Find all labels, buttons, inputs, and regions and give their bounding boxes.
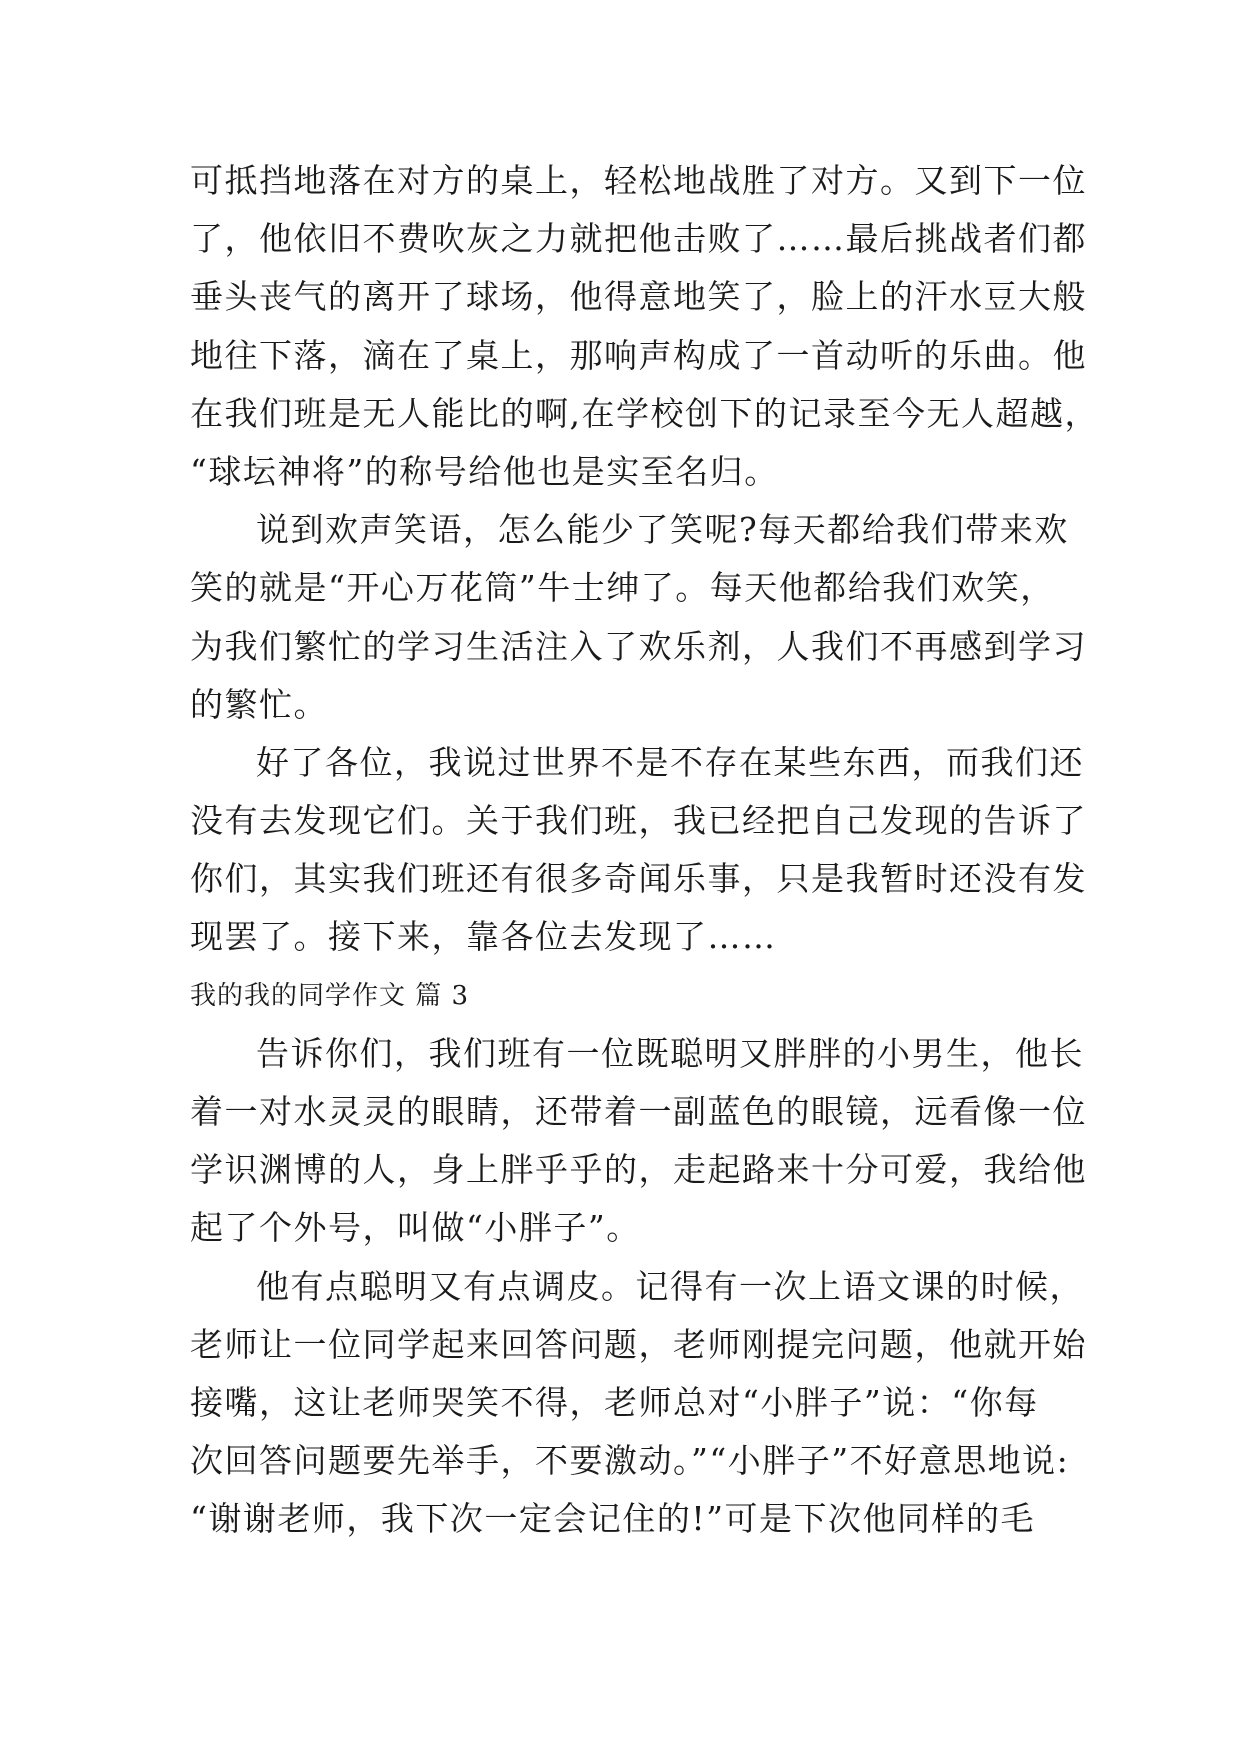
text-line: 接嘴，这让老师哭笑不得，老师总对“小胖子”说：“你每 [190, 1382, 1039, 1422]
text-line: 你们，其实我们班还有很多奇闻乐事，只是我暂时还没有发 [190, 859, 1087, 899]
text-line: “谢谢老师，我下次一定会记住的!”可是下次他同样的毛 [190, 1499, 1036, 1539]
text-line: 现罢了。接下来，靠各位去发现了…… [190, 917, 777, 957]
text-line: 没有去发现它们。关于我们班，我已经把自己发现的告诉了 [190, 801, 1087, 841]
text-line: 他有点聪明又有点调皮。记得有一次上语文课的时候， [256, 1266, 1084, 1306]
text-line: 笑的就是“开心万花筒”牛士绅了。每天他都给我们欢笑， [190, 568, 1055, 608]
text-line: 好了各位，我说过世界不是不存在某些东西，而我们还 [256, 742, 1084, 782]
text-line: 说到欢声笑语，怎么能少了笑呢?每天都给我们带来欢 [256, 510, 1069, 550]
text-line: 起了个外号，叫做“小胖子”。 [190, 1208, 641, 1248]
text-line: 地往下落，滴在了桌上，那响声构成了一首动听的乐曲。他 [190, 335, 1087, 375]
text-line: 垂头丧气的离开了球场，他得意地笑了，脸上的汗水豆大般 [190, 277, 1087, 317]
text-line: “球坛神将”的称号给他也是实至名归。 [190, 451, 779, 491]
text-line: 老师让一位同学起来回答问题，老师刚提完问题，他就开始 [190, 1324, 1087, 1364]
text-line: 的繁忙。 [190, 684, 328, 724]
section-heading: 我的我的同学作文 篇 3 [190, 980, 470, 1011]
text-line: 可抵挡地落在对方的桌上，轻松地战胜了对方。又到下一位 [190, 161, 1087, 200]
text-line: 着一对水灵灵的眼睛，还带着一副蓝色的眼镜，远看像一位 [190, 1092, 1087, 1131]
text-line: 学识渊博的人，身上胖乎乎的，走起路来十分可爱，我给他 [190, 1150, 1087, 1190]
text-line: 在我们班是无人能比的啊,在学校创下的记录至今无人超越， [190, 393, 1099, 433]
text-line: 了，他依旧不费吹灰之力就把他击败了……最后挑战者们都 [190, 219, 1087, 259]
text-line: 次回答问题要先举手，不要激动。”“小胖子”不好意思地说: [190, 1441, 1070, 1481]
text-line: 为我们繁忙的学习生活注入了欢乐剂，人我们不再感到学习 [190, 626, 1087, 666]
text-line: 告诉你们，我们班有一位既聪明又胖胖的小男生，他长 [256, 1033, 1084, 1073]
document-body [190, 152, 1099, 1549]
